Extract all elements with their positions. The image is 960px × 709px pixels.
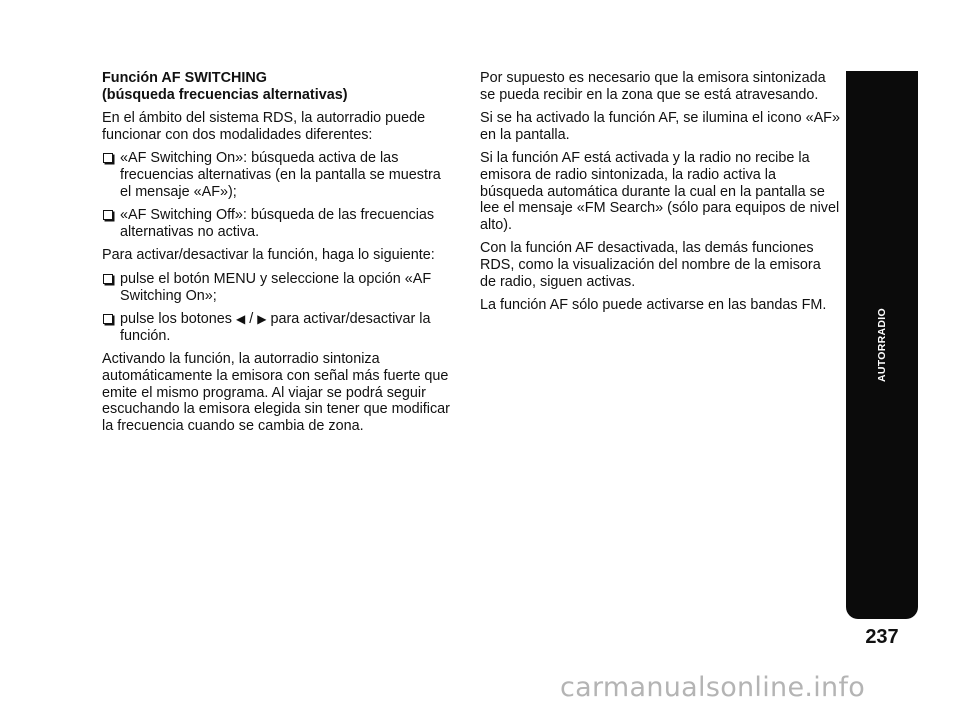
left-arrow-icon: ◀: [236, 312, 246, 327]
paragraph: Con la función AF desactivada, las demás funciones RDS, como la visualización del nombre de la emisora de radio, siguen activas.: [480, 240, 821, 290]
steps-list: [102, 271, 454, 344]
checkbox-bullet-icon: [103, 153, 113, 163]
watermark: carmanualsonline.info: [560, 672, 866, 703]
section-heading: [102, 70, 454, 103]
checkbox-bullet-icon: [103, 210, 113, 220]
side-tab-label: AUTORRADIO: [876, 308, 888, 382]
list-item-text: pulse el botón MENU y seleccione la opción «AF Switching On»;: [120, 270, 432, 304]
list-item: [102, 271, 454, 304]
list-item: [102, 311, 454, 344]
step2-text-before: pulse los botones: [120, 311, 237, 328]
paragraph: La función AF sólo puede activarse en las bandas FM.: [480, 297, 827, 314]
step2-text-after: para activar/desactivar la función.: [120, 311, 431, 344]
modes-list: [102, 150, 454, 240]
checkbox-bullet-icon: [103, 274, 113, 284]
right-column: [480, 70, 840, 321]
paragraph: Si se ha activado la función AF, se ilumina el icono «AF» en la pantalla.: [480, 110, 840, 143]
right-arrow-icon: ▶: [257, 312, 267, 327]
activate-intro-paragraph: Para activar/desactivar la función, haga lo siguiente:: [102, 247, 435, 264]
intro-paragraph: En el ámbito del sistema RDS, la autorradio puede funcionar con dos modalidades diferentes:: [102, 110, 426, 143]
page-number: 237: [865, 626, 899, 648]
list-item: [102, 207, 454, 240]
paragraph: Si la función AF está activada y la radio no recibe la emisora de radio sintonizada, la radio activa la búsqueda automática durante la cual en la pantalla se lee el mensaje «FM Search» (sólo para equipos de nivel alto).: [480, 150, 840, 233]
paragraph: Por supuesto es necesario que la emisora sintonizada se pueda recibir en la zona que se está atravesando.: [480, 70, 826, 103]
heading-line-2: (búsqueda frecuencias alternativas): [102, 86, 348, 103]
checkbox-bullet-icon: [103, 314, 113, 324]
heading-line-1: Función AF SWITCHING: [102, 70, 267, 86]
list-item-text: «AF Switching Off»: búsqueda de las frecuencias alternativas no activa.: [120, 207, 435, 240]
slash-separator: /: [245, 311, 258, 328]
list-item: [102, 150, 454, 200]
closing-paragraph: Activando la función, la autorradio sintoniza automáticamente la emisora con señal más fuerte que emite el mismo programa. Al viajar se podrá seguir escuchando la emisora elegida sin tener que modificar la frecuencia cuando se cambia de zona.: [102, 351, 450, 434]
list-item-text: «AF Switching On»: búsqueda activa de las frecuencias alternativas (en la pantalla se muestra el mensaje «AF»);: [120, 150, 441, 200]
section-side-tab: [846, 71, 918, 619]
left-column: [102, 70, 454, 441]
